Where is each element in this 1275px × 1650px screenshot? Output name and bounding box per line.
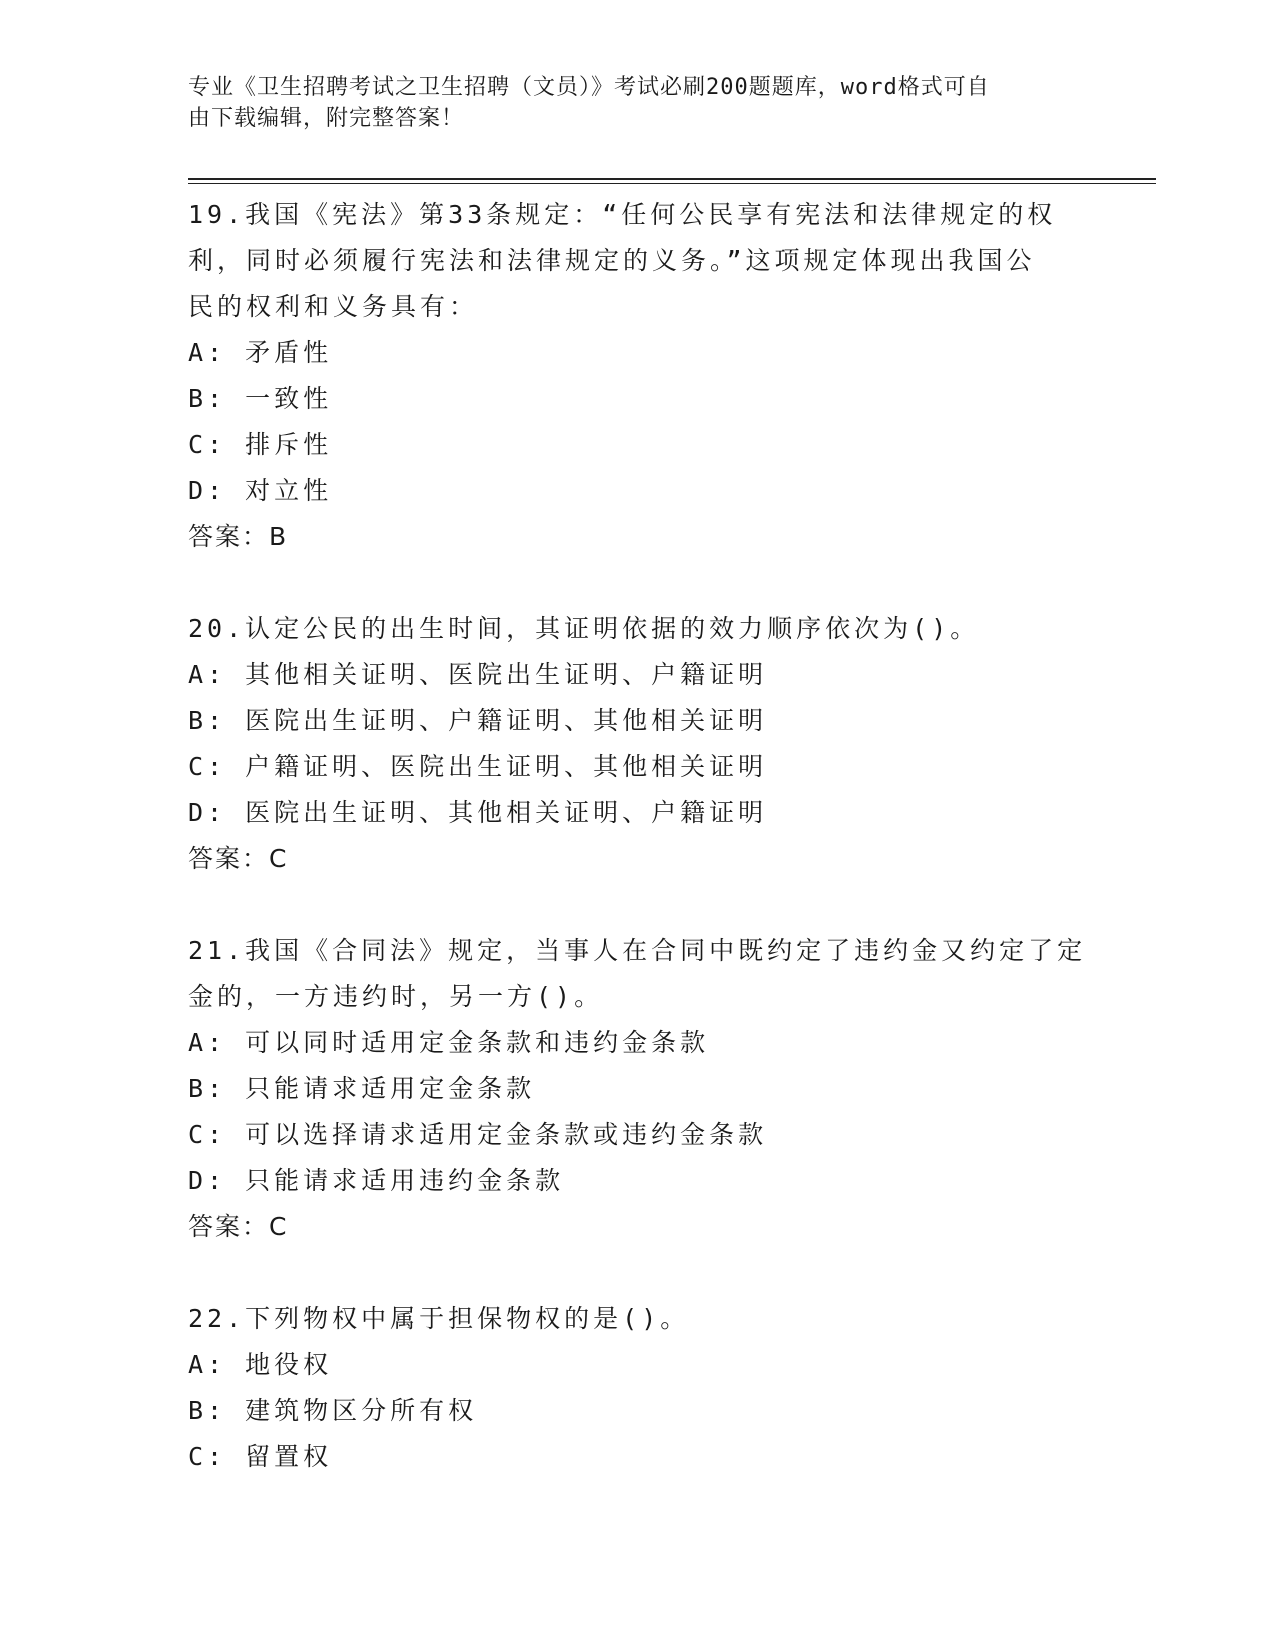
option-c: C: 可以选择请求适用定金条款或违约金条款 <box>188 1120 768 1149</box>
document-header <box>188 72 1068 134</box>
question-19 <box>188 192 1088 560</box>
option-d: D: 只能请求适用违约金条款 <box>188 1166 565 1195</box>
header-line-2: 由下载编辑，附完整答案！ <box>188 106 465 131</box>
header-divider <box>188 178 1156 180</box>
answer: 答案：B <box>188 522 289 551</box>
option-c: C: 排斥性 <box>188 430 333 459</box>
question-stem-line: 21.我国《合同法》规定，当事人在合同中既约定了违约金又约定了定 <box>188 936 1087 965</box>
answer: 答案：C <box>188 844 289 873</box>
option-a: A: 地役权 <box>188 1350 333 1379</box>
header-divider-thin <box>188 183 1156 184</box>
header-line-1: 专业《卫生招聘考试之卫生招聘（文员）》考试必刷200题题库，word格式可自 <box>188 75 990 100</box>
question-22 <box>188 1296 1088 1480</box>
option-c: C: 留置权 <box>188 1442 333 1471</box>
question-list <box>188 192 1088 1526</box>
question-stem-line: 22.下列物权中属于担保物权的是()。 <box>188 1304 690 1333</box>
option-a: A: 其他相关证明、医院出生证明、户籍证明 <box>188 660 768 689</box>
option-d: D: 医院出生证明、其他相关证明、户籍证明 <box>188 798 768 827</box>
answer: 答案：C <box>188 1212 289 1241</box>
question-21 <box>188 928 1088 1250</box>
option-a: A: 矛盾性 <box>188 338 333 367</box>
option-b: B: 建筑物区分所有权 <box>188 1396 478 1425</box>
option-b: B: 只能请求适用定金条款 <box>188 1074 536 1103</box>
option-a: A: 可以同时适用定金条款和违约金条款 <box>188 1028 710 1057</box>
option-b: B: 一致性 <box>188 384 333 413</box>
question-stem-line: 民的权利和义务具有： <box>188 292 479 321</box>
question-stem-line: 利，同时必须履行宪法和法律规定的义务。”这项规定体现出我国公 <box>188 246 1036 275</box>
option-c: C: 户籍证明、医院出生证明、其他相关证明 <box>188 752 768 781</box>
question-20 <box>188 606 1088 882</box>
option-d: D: 对立性 <box>188 476 333 505</box>
question-stem-line: 19.我国《宪法》第33条规定：“任何公民享有宪法和法律规定的权 <box>188 200 1057 229</box>
question-stem-line: 金的，一方违约时，另一方()。 <box>188 982 604 1011</box>
option-b: B: 医院出生证明、户籍证明、其他相关证明 <box>188 706 768 735</box>
question-stem-line: 20.认定公民的出生时间，其证明依据的效力顺序依次为()。 <box>188 614 980 643</box>
